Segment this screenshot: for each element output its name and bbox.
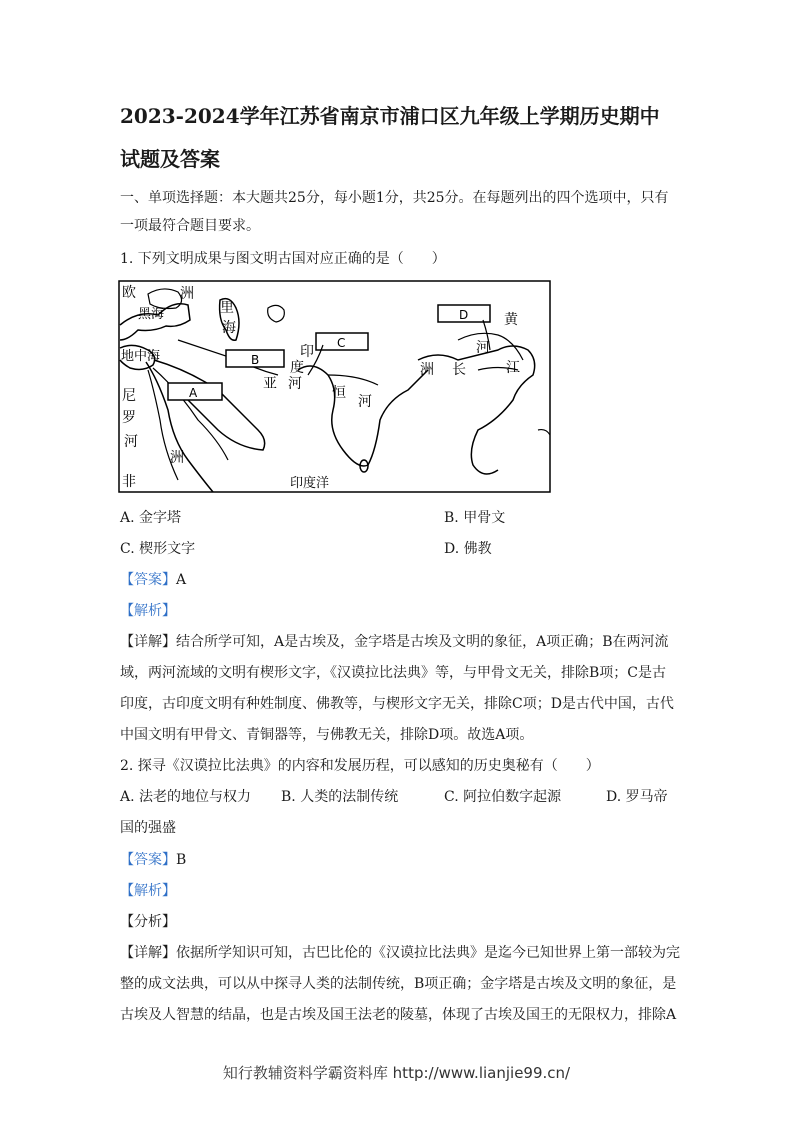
q1-option-d: D. 佛教 <box>444 541 492 557</box>
q2-answer: B <box>176 852 187 868</box>
q2-option-d: D. 罗马帝 <box>606 789 668 805</box>
map-label-he-yellow: 河 <box>476 340 490 356</box>
q1-analysis-tag: 【解析】 <box>120 603 176 619</box>
map-box-b: B <box>251 353 260 367</box>
map-label-zhou-europe: 洲 <box>180 286 194 302</box>
map-label-ya: 亚 <box>263 376 277 392</box>
q2-detail-line-3: 古埃及人智慧的结晶，也是古埃及国王法老的陵墓，体现了古埃及国王的无限权力，排除A <box>120 1007 677 1023</box>
q2-detail-tag: 【详解】 <box>120 945 176 961</box>
map-label-mediterranean: 地中海 <box>121 349 161 364</box>
map-label-he-nile: 河 <box>124 434 138 450</box>
q1-option-a: A. 金字塔 <box>120 510 182 526</box>
map-label-ni: 尼 <box>122 388 136 404</box>
ancient-civilizations-map <box>118 280 551 493</box>
q1-detail-line-3: 印度，古印度文明有种姓制度、佛教等，与楔形文字无关，排除C项；D是古代中国，古代 <box>120 696 674 712</box>
map-label-black-sea: 黑海 <box>138 307 165 322</box>
q1-detail-line-2: 域，两河流域的文明有楔形文字，《汉谟拉比法典》等，与甲骨文无关，排除B项；C是古 <box>120 665 666 681</box>
page-footer: 知行教辅资料学霸资料库 http://www.lianjie99.cn/ <box>222 1064 571 1082</box>
map-label-fei: 非 <box>122 474 136 490</box>
map-box-d: D <box>459 308 469 322</box>
q1-answer: A <box>176 572 187 588</box>
section-intro-1: 一、单项选择题：本大题共25分，每小题1分，共25分。在每题列出的四个选项中，只有 <box>120 190 669 206</box>
map-label-indian-ocean: 印度洋 <box>290 476 330 491</box>
q1-option-c: C. 楔形文字 <box>120 541 196 557</box>
map-label-he-ganges: 河 <box>358 394 372 410</box>
map-label-du: 度 <box>290 360 304 376</box>
q2-option-b: B. 人类的法制传统 <box>281 789 399 805</box>
map-label-hai: 海 <box>222 320 236 336</box>
map-box-c: C <box>337 336 346 350</box>
q2-fenxi-line: 【分析】 <box>120 914 176 930</box>
map-label-ou: 欧 <box>122 285 136 301</box>
map-box-a: A <box>189 386 198 400</box>
q2-detail-line-2: 整的成文法典，可以从中探寻人类的法制传统，B项正确；金字塔是古埃及文明的象征，是 <box>120 976 677 992</box>
q2-analysis-tag: 【解析】 <box>120 883 176 899</box>
q1-answer-tag: 【答案】 <box>120 572 176 588</box>
map-label-zhou-asia: 洲 <box>420 362 434 378</box>
map-label-yin: 印 <box>300 344 314 360</box>
q2-analysis-line <box>120 881 680 901</box>
q2-stem: 2. 探寻《汉谟拉比法典》的内容和发展历程，可以感知的历史奥秘有（ ） <box>120 758 600 774</box>
q2-answer-line <box>120 850 680 870</box>
q1-detail-line-4: 中国文明有甲骨文、青铜器等，与佛教无关，排除D项。故选A项。 <box>120 727 534 743</box>
q2-option-a: A. 法老的地位与权力 <box>120 789 252 805</box>
q1-detail-line-1: 【详解】结合所学可知，A是古埃及，金字塔是古埃及文明的象征，A项正确；B在两河流 <box>120 634 669 650</box>
q1-stem: 1. 下列文明成果与图文明古国对应正确的是（ ） <box>120 251 446 267</box>
map-label-jiang: 江 <box>506 360 520 376</box>
doc-title-line1: 2023-2024学年江苏省南京市浦口区九年级上学期历史期中 <box>120 104 660 128</box>
map-label-luo: 罗 <box>122 410 136 426</box>
q2-detail-line-1: 【详解】依据所学知识可知，古巴比伦的《汉谟拉比法典》是迄今已知世界上第一部较为完 <box>120 945 680 961</box>
q1-detail-tag: 【详解】 <box>120 634 176 650</box>
map-label-zhou-africa: 洲 <box>170 450 184 466</box>
map-label-li: 里 <box>220 300 234 316</box>
q2-option-c: C. 阿拉伯数字起源 <box>444 789 562 805</box>
map-label-chang: 长 <box>452 362 466 378</box>
doc-title-line2: 试题及答案 <box>120 147 220 171</box>
q1-analysis-line <box>120 601 680 621</box>
q1-answer-line <box>120 570 680 590</box>
map-label-heng: 恒 <box>332 385 346 401</box>
map-label-huang: 黄 <box>504 312 518 328</box>
section-intro-2: 一项最符合题目要求。 <box>120 218 260 234</box>
q1-option-b: B. 甲骨文 <box>444 510 506 526</box>
q2-answer-tag: 【答案】 <box>120 852 176 868</box>
q2-option-d-cont: 国的强盛 <box>120 820 176 836</box>
map-label-he-indus: 河 <box>288 376 302 392</box>
